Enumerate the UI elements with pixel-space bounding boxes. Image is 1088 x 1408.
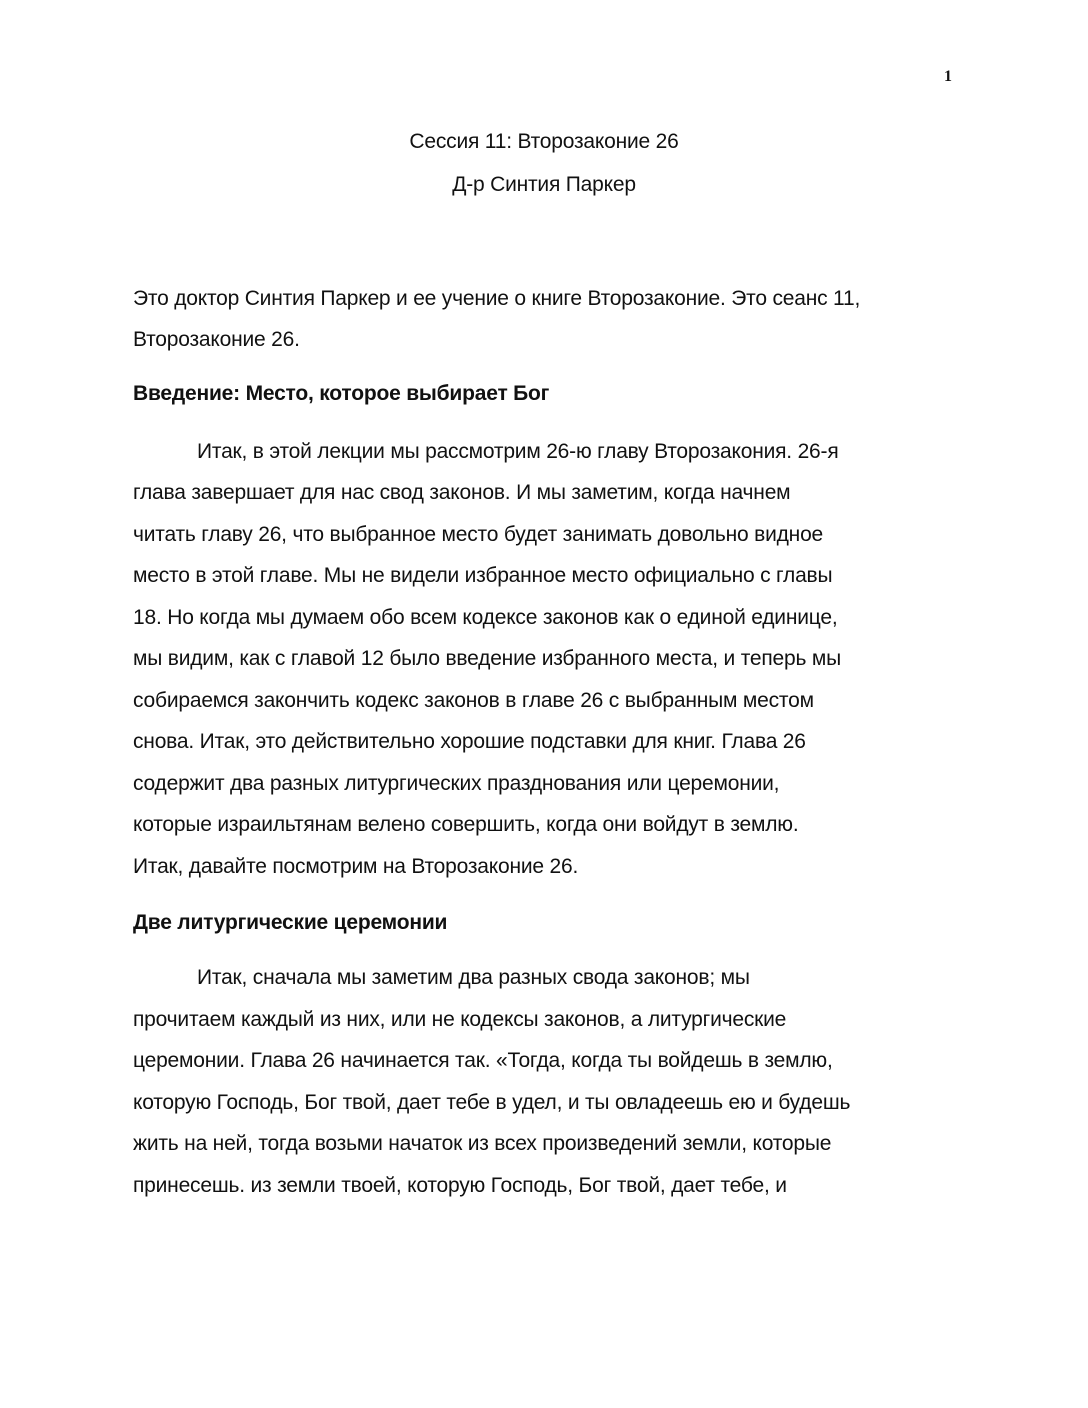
text-line: Итак, в этой лекции мы рассмотрим 26-ю главу Второзакония. 26-я xyxy=(197,440,839,463)
section-heading: Две литургические церемонии xyxy=(133,911,448,934)
text-line: церемонии. Глава 26 начинается так. «Тогда, когда ты войдешь в землю, xyxy=(133,1049,833,1072)
document-title: Сессия 11: Второзаконие 26 xyxy=(409,130,679,153)
text-line: снова. Итак, это действительно хорошие подставки для книг. Глава 26 xyxy=(133,730,806,753)
text-line: собираемся закончить кодекс законов в главе 26 с выбранным местом xyxy=(133,689,814,712)
page-number: 1 xyxy=(944,68,952,85)
text-line: жить на ней, тогда возьми начаток из всех произведений земли, которые xyxy=(133,1132,832,1155)
text-line: читать главу 26, что выбранное место будет занимать довольно видное xyxy=(133,523,824,546)
text-line: прочитаем каждый из них, или не кодексы законов, а литургические xyxy=(133,1008,787,1031)
text-line: Итак, давайте посмотрим на Второзаконие 26. xyxy=(133,855,579,878)
text-line: Это доктор Синтия Паркер и ее учение о книге Второзаконие. Это сеанс 11, xyxy=(133,287,861,310)
text-line: Второзаконие 26. xyxy=(133,328,300,351)
document-author: Д-р Синтия Паркер xyxy=(452,173,636,196)
text-line: которые израильтянам велено совершить, когда они войдут в землю. xyxy=(133,813,799,836)
text-line: мы видим, как с главой 12 было введение избранного места, и теперь мы xyxy=(133,647,842,670)
text-line: Итак, сначала мы заметим два разных свода законов; мы xyxy=(197,966,750,989)
text-line: принесешь. из земли твоей, которую Господь, Бог твой, дает тебе, и xyxy=(133,1174,787,1197)
text-line: 18. Но когда мы думаем обо всем кодексе законов как о единой единице, xyxy=(133,606,838,629)
text-line: содержит два разных литургических празднования или церемонии, xyxy=(133,772,780,795)
section-heading: Введение: Место, которое выбирает Бог xyxy=(133,382,550,405)
text-line: которую Господь, Бог твой, дает тебе в удел, и ты овладеешь ею и будешь xyxy=(133,1091,851,1114)
text-line: глава завершает для нас свод законов. И мы заметим, когда начнем xyxy=(133,481,791,504)
text-line: место в этой главе. Мы не видели избранное место официально с главы xyxy=(133,564,833,587)
